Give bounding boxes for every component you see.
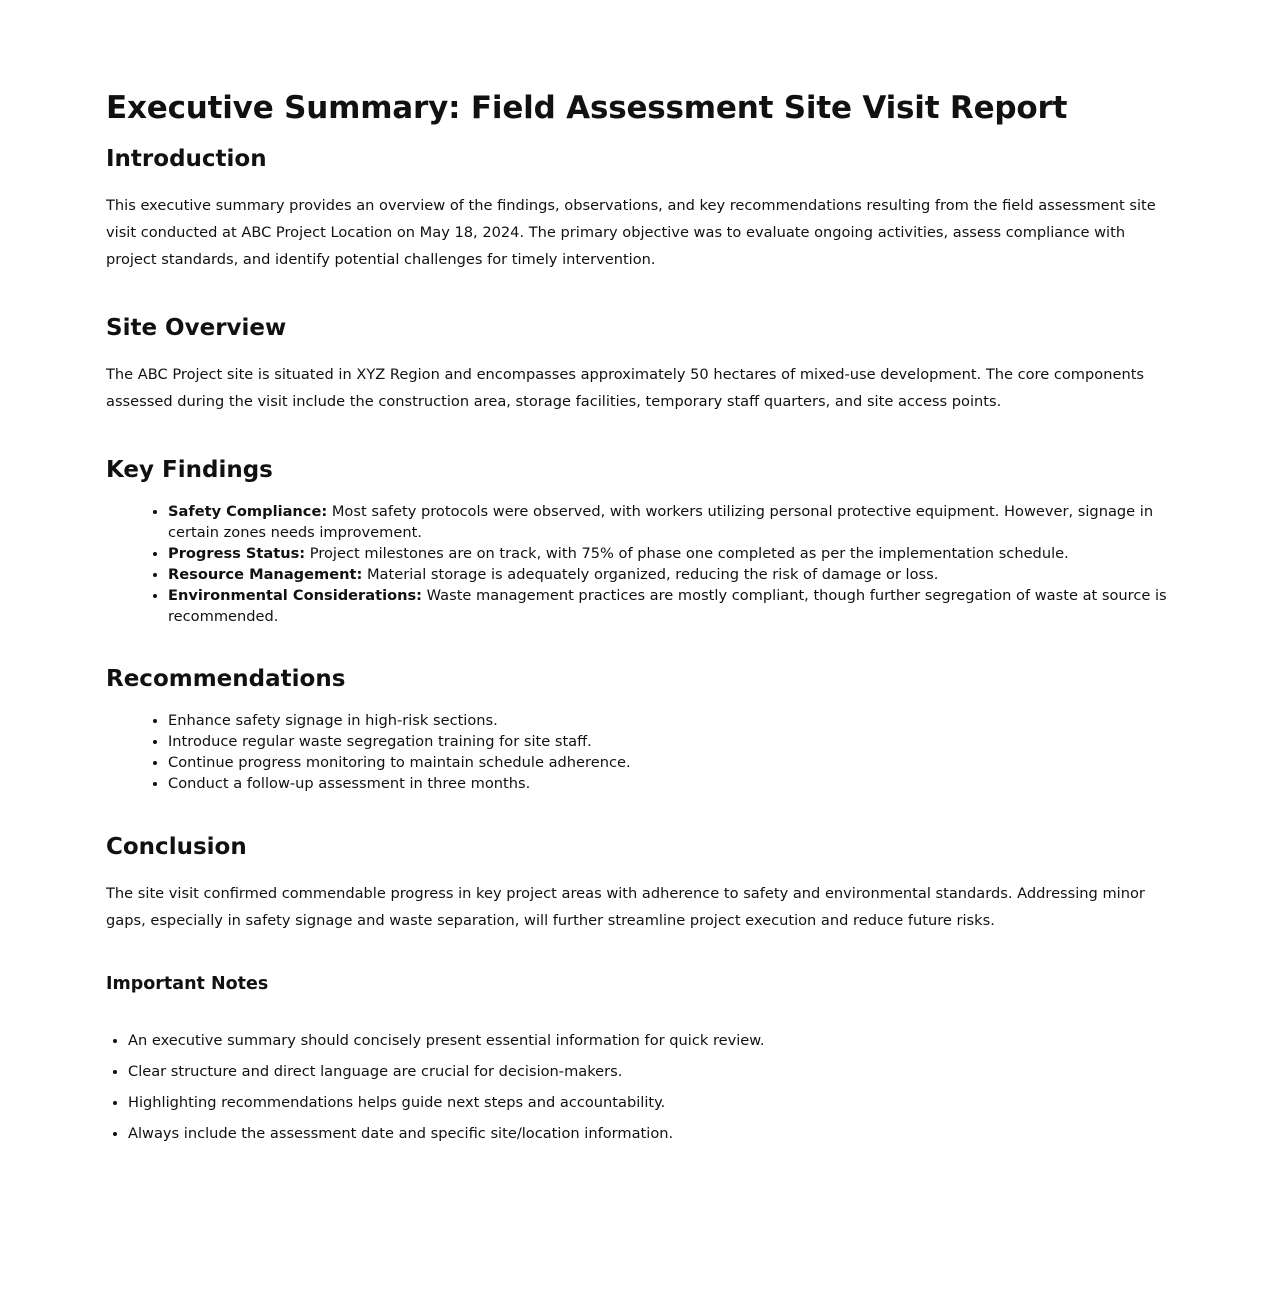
finding-label: Safety Compliance: bbox=[168, 503, 328, 520]
list-item bbox=[168, 585, 1178, 627]
finding-label: Resource Management: bbox=[168, 566, 363, 583]
list-item bbox=[168, 564, 1178, 585]
recommendations-list bbox=[106, 710, 1178, 794]
important-notes-list bbox=[106, 1030, 1178, 1144]
list-item: • Introduce regular waste segregation training for site staff. bbox=[168, 731, 1178, 752]
finding-label: Progress Status: bbox=[168, 545, 306, 562]
important-notes-heading: Important Notes bbox=[106, 974, 269, 994]
conclusion-heading: Conclusion bbox=[106, 834, 247, 860]
list-item: • An executive summary should concisely present essential information for quick review. bbox=[128, 1030, 1178, 1051]
key-findings-list bbox=[106, 501, 1178, 627]
list-item bbox=[168, 543, 1178, 564]
page-title: Executive Summary: Field Assessment Site Visit Report bbox=[106, 90, 1068, 126]
conclusion-text: The site visit confirmed commendable progress in key project areas with adherence to safety and environmental standards. Addressing minor gaps, especially in safety signage and waste separation, will further streamline project execution and reduce future risks. bbox=[106, 885, 1145, 929]
finding-text: Most safety protocols were observed, with workers utilizing personal protective equipment. However, signage in certain zones needs improvement. bbox=[168, 503, 1154, 541]
finding-text: Material storage is adequately organized, reducing the risk of damage or loss. bbox=[362, 566, 939, 583]
list-item: • Continue progress monitoring to maintain schedule adherence. bbox=[168, 752, 1178, 773]
recommendations-heading: Recommendations bbox=[106, 666, 346, 692]
finding-text: Project milestones are on track, with 75% of phase one completed as per the implementation schedule. bbox=[305, 545, 1069, 562]
site-overview-heading: Site Overview bbox=[106, 315, 287, 341]
list-item: • Enhance safety signage in high-risk sections. bbox=[168, 710, 1178, 731]
site-overview-text: The ABC Project site is situated in XYZ Region and encompasses approximately 50 hectares of mixed-use development. The core components assessed during the visit include the construction area, storage facilities, temporary staff quarters, and site access points. bbox=[106, 366, 1145, 410]
list-item: • Always include the assessment date and specific site/location information. bbox=[128, 1123, 1178, 1144]
list-item: • Highlighting recommendations helps guide next steps and accountability. bbox=[128, 1092, 1178, 1113]
finding-label: Environmental Considerations: bbox=[168, 587, 423, 604]
key-findings-heading: Key Findings bbox=[106, 457, 273, 483]
finding-text: Waste management practices are mostly compliant, though further segregation of waste at source is recommended. bbox=[168, 587, 1167, 625]
introduction-text: This executive summary provides an overview of the findings, observations, and key recommendations resulting from the field assessment site visit conducted at ABC Project Location on May 18, 2024. The primary objective was to evaluate ongoing activities, assess compliance with project standards, and identify potential challenges for timely intervention. bbox=[106, 197, 1156, 268]
list-item: • Clear structure and direct language are crucial for decision-makers. bbox=[128, 1061, 1178, 1082]
introduction-heading: Introduction bbox=[106, 146, 267, 172]
list-item bbox=[168, 501, 1178, 543]
list-item: • Conduct a follow-up assessment in three months. bbox=[168, 773, 1178, 794]
